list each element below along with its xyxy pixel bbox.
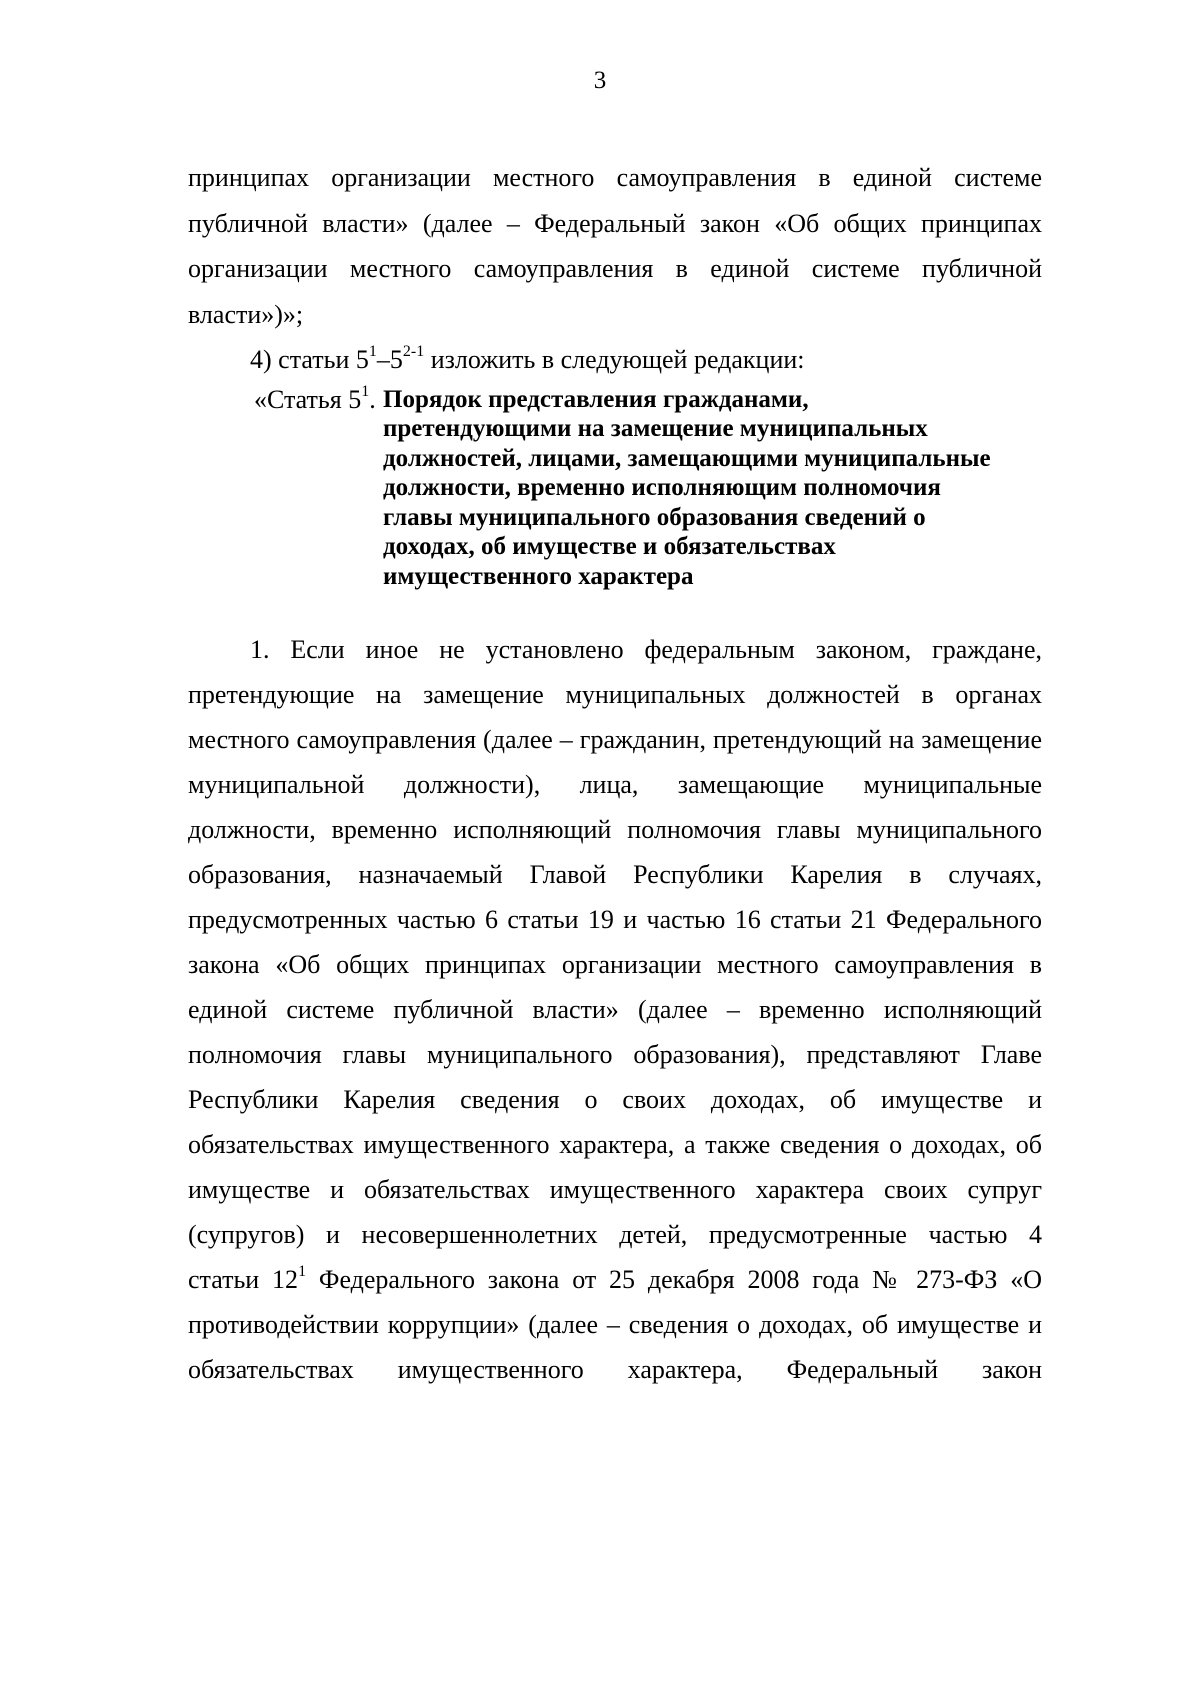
article-label [254, 382, 376, 415]
body-line-12: обязательствах имущественного характера, а также сведения о доходах, об [188, 1129, 1042, 1159]
body-line-2: претендующие на замещение муниципальных должностей в органах [188, 679, 1042, 709]
body-line-11: Республики Карелия сведения о своих доходах, об имуществе и [188, 1084, 1042, 1114]
body-line-4: муниципальной должности), лица, замещающие муниципальные [188, 769, 1042, 799]
intro-line-4: власти»)»; [188, 299, 304, 329]
body-line-6: образования, назначаемый Главой Республики Карелия в случаях, [188, 859, 1042, 889]
body-line-9: единой системе публичной власти» (далее – временно исполняющий [188, 994, 1042, 1024]
intro-paragraph [188, 155, 1042, 337]
article-title-line-5: главы муниципального образования сведений о [383, 503, 926, 531]
document-body [188, 155, 1042, 1392]
intro-line-1: принципах организации местного самоуправления в единой системе [188, 163, 1042, 192]
intro-line-3: организации местного самоуправления в единой системе публичной [188, 254, 1042, 283]
item-4-prefix: 4) статьи 5 [250, 345, 369, 374]
article-heading [188, 382, 1042, 617]
body-line-10: полномочия главы муниципального образования), представляют Главе [188, 1039, 1042, 1069]
body-line-17: обязательствах имущественного характера, Федеральный закон [188, 1354, 1042, 1384]
item-4-sup-2: 2-1 [402, 343, 425, 361]
body-line-7: предусмотренных частью 6 статьи 19 и частью 16 статьи 21 Федерального [188, 904, 1042, 934]
article-label-prefix: «Статья 5 [254, 384, 362, 414]
body-line-5: должности, временно исполняющий полномочия главы муниципального [188, 814, 1042, 844]
body-line-8: закона «Об общих принципах организации местного самоуправления в [188, 949, 1042, 979]
item-4 [188, 337, 1042, 383]
article-label-sup: 1 [361, 382, 370, 400]
item-4-sup-1: 1 [368, 343, 377, 361]
article-title-line-4: должности, временно исполняющим полномочия [383, 474, 941, 501]
body-line-1: 1. Если иное не установлено федеральным законом, граждане, [250, 634, 1042, 664]
body-line-15 [188, 1257, 1042, 1302]
article-title-line-2: претендующими на замещение муниципальных [383, 415, 928, 442]
body-line-16: противодействии коррупции» (далее – сведения о доходах, об имуществе и [188, 1309, 1042, 1339]
article-title-line-1: Порядок представления гражданами, [383, 385, 809, 413]
body-line-15-sup: 1 [298, 1262, 307, 1280]
article-title-line-7: имущественного характера [383, 562, 694, 590]
item-4-suffix: изложить в следующей редакции: [424, 345, 805, 374]
page-number: 3 [593, 67, 607, 94]
body-line-3: местного самоуправления (далее – гражданин, претендующий на замещение [188, 724, 1042, 754]
article-label-suffix: . [369, 384, 376, 414]
section-1-paragraph [188, 627, 1042, 1392]
body-line-14: (супругов) и несовершеннолетних детей, предусмотренные частью 4 [188, 1219, 1042, 1249]
body-line-15-prefix: статьи 12 [188, 1264, 299, 1294]
body-line-13: имуществе и обязательствах имущественного характера своих супруг [188, 1174, 1042, 1204]
article-title-line-3: должностей, лицами, замещающими муниципальные [383, 444, 991, 472]
article-title-line-6: доходах, об имуществе и обязательствах [383, 533, 836, 560]
article-title [383, 385, 1043, 592]
body-line-15-suffix: Федерального закона от 25 декабря 2008 года № 273-ФЗ «О [306, 1264, 1042, 1294]
intro-line-2: публичной власти» (далее – Федеральный закон «Об общих принципах [188, 208, 1042, 238]
item-4-dash: –5 [376, 345, 403, 374]
